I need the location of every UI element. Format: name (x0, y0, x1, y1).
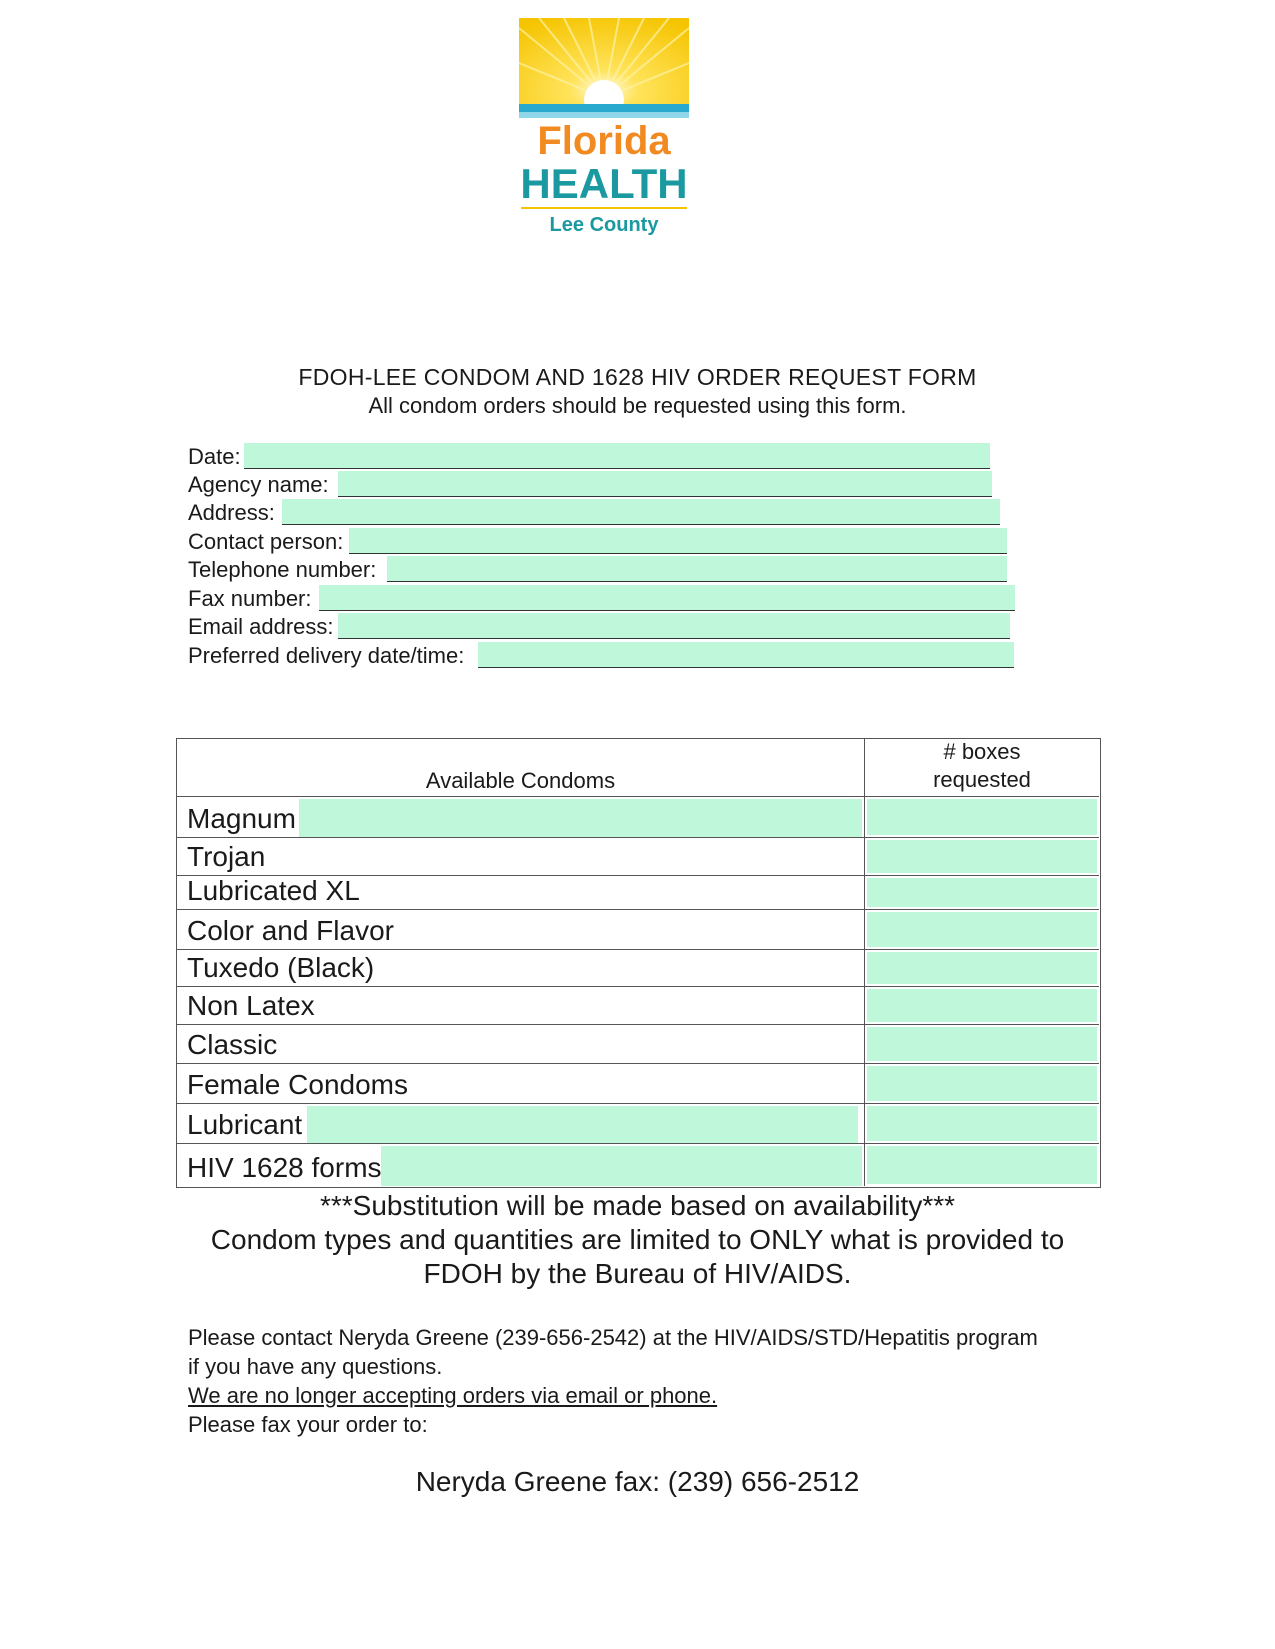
table-row (177, 838, 1099, 876)
boxes-input[interactable] (867, 1146, 1097, 1184)
table-row (177, 1025, 1099, 1064)
boxes-input[interactable] (867, 912, 1097, 947)
condom-order-table (176, 738, 1101, 1188)
agency-name-field (188, 471, 329, 498)
product-name: Trojan (187, 841, 266, 872)
product-name: Classic (187, 1029, 278, 1060)
agency-name-input[interactable] (338, 471, 992, 497)
address-field (188, 499, 275, 526)
contact-person-input[interactable] (349, 528, 1007, 554)
contact-line2: if you have any questions. (188, 1354, 443, 1379)
email-field (188, 613, 334, 640)
address-label: Address: (188, 500, 275, 525)
email-label: Email address: (188, 614, 334, 639)
substitution-note: ***Substitution will be made based on availability*** (319, 1190, 956, 1221)
boxes-input[interactable] (867, 878, 1097, 907)
boxes-input[interactable] (867, 1027, 1097, 1061)
date-input[interactable] (244, 443, 990, 469)
table-row (177, 910, 1099, 950)
form-title: FDOH-LEE CONDOM AND 1628 HIV ORDER REQUEST FORM (298, 364, 977, 390)
boxes-input[interactable] (867, 1066, 1097, 1101)
product-name: Lubricated XL (187, 875, 360, 906)
boxes-input[interactable] (867, 840, 1097, 873)
column-header-boxes-requested: # boxes requested (933, 739, 1031, 792)
florida-health-logo (519, 18, 689, 248)
address-input[interactable] (282, 499, 1000, 525)
table-row (177, 987, 1099, 1025)
date-field (188, 443, 241, 470)
boxes-input[interactable] (867, 952, 1097, 984)
delivery-date-label: Preferred delivery date/time: (188, 643, 465, 668)
boxes-input[interactable] (867, 989, 1097, 1022)
product-name: Tuxedo (Black) (187, 952, 375, 983)
logo-health-text: HEALTH (520, 160, 688, 207)
contact-person-label: Contact person: (188, 529, 344, 554)
product-name: Non Latex (187, 990, 315, 1021)
telephone-field (188, 556, 376, 583)
column-header-available-condoms: Available Condoms (425, 768, 616, 793)
table-row (177, 1144, 1099, 1186)
fax-number-field (188, 585, 312, 612)
contact-person-field (188, 528, 343, 555)
boxes-input[interactable] (867, 1106, 1097, 1141)
logo-county-text: Lee County (549, 214, 659, 236)
fax-number-input[interactable] (319, 585, 1015, 611)
table-row (177, 1104, 1099, 1144)
product-name: Magnum (187, 803, 296, 834)
delivery-date-field (188, 642, 464, 669)
fax-number-line: Neryda Greene fax: (239) 656-2512 (415, 1466, 860, 1497)
table-row (177, 876, 1099, 910)
table-header-item (177, 739, 865, 797)
delivery-date-input[interactable] (478, 642, 1014, 668)
product-name: HIV 1628 forms (187, 1152, 382, 1183)
boxes-input[interactable] (867, 799, 1097, 835)
limit-note-line2: FDOH by the Bureau of HIV/AIDS. (423, 1258, 852, 1289)
form-subtitle: All condom orders should be requested using this form. (368, 393, 907, 418)
telephone-input[interactable] (387, 556, 1007, 582)
contact-line1: Please contact Neryda Greene (239-656-2542) at the HIV/AIDS/STD/Hepatitis program (188, 1325, 1038, 1350)
limit-note-line1: Condom types and quantities are limited to ONLY what is provided to (210, 1224, 1065, 1255)
no-email-phone-notice: We are no longer accepting orders via email or phone. (188, 1383, 718, 1408)
date-label: Date: (188, 444, 241, 469)
product-name: Lubricant (187, 1109, 303, 1140)
agency-name-label: Agency name: (188, 472, 329, 497)
email-input[interactable] (338, 613, 1010, 639)
table-header-qty (865, 739, 1099, 797)
fax-number-label: Fax number: (188, 586, 312, 611)
fax-instruction: Please fax your order to: (188, 1412, 428, 1437)
product-name: Color and Flavor (187, 915, 394, 946)
table-row (177, 797, 1099, 838)
telephone-label: Telephone number: (188, 557, 377, 582)
table-row (177, 950, 1099, 987)
product-name: Female Condoms (187, 1069, 408, 1100)
logo-florida-text: Florida (537, 119, 671, 163)
table-row (177, 1064, 1099, 1104)
